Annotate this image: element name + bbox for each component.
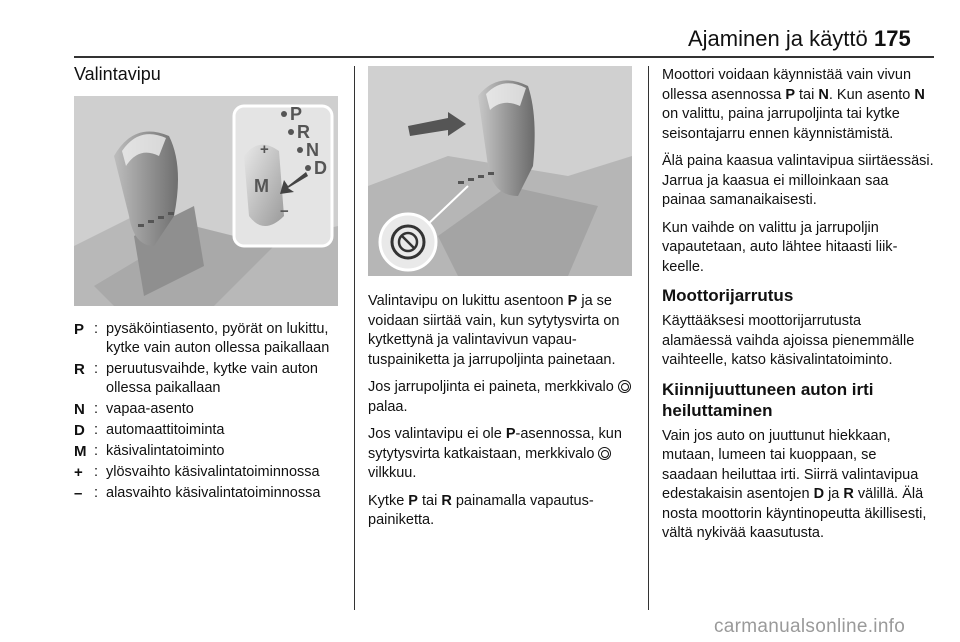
gear-label-d: D (314, 158, 327, 178)
paragraph (368, 425, 636, 484)
text-run: vilkkuu. (368, 465, 417, 481)
gear-label-minus: − (280, 203, 289, 220)
legend-item (74, 484, 344, 503)
column-2-text (368, 292, 636, 539)
text-run: välillä. Älä nosta moottorin käyntinopeutta äkillisesti, vältä nykivää kaasutusta. (662, 486, 927, 541)
text-run-bold: R (441, 492, 452, 509)
heading-rocking-line-2: heiluttaminen (662, 400, 773, 420)
gear-label-p: P (290, 104, 303, 124)
legend-key: P (74, 321, 85, 338)
text-run-bold: P (505, 426, 516, 442)
gear-label-m: M (254, 176, 269, 196)
legend-key: + (74, 464, 83, 481)
text-run: Vain jos auto on juuttunut hiekkaan, mutaan, lumeen tai kuoppaan, se saadaan heiluttaa irti. Siirrä valintavipua edestakaisin asentojen (662, 427, 919, 502)
gear-selector-illustration (74, 96, 338, 306)
legend-item (74, 400, 344, 419)
text-run: Jos valintavipu ei ole (368, 426, 506, 442)
legend-item (74, 463, 344, 482)
legend-key: R (74, 361, 85, 378)
legend-key: N (74, 401, 85, 418)
paragraph: Älä paina kaasua valintavipua siirtäessäsi. Jarrua ja kaasua ei milloinkaan saa painaa samanaikaisesti. (662, 153, 934, 208)
legend-colon: : (94, 361, 99, 377)
column-divider (354, 66, 355, 610)
header-title: Ajaminen ja käyttö (688, 26, 868, 51)
text-run: Jos jarrupoljinta ei paineta, merkkivalo (368, 379, 618, 395)
legend-key: D (74, 422, 85, 439)
text-run: tai (795, 86, 819, 103)
text-run-bold: D (813, 486, 825, 502)
legend-text: ylösvaihto käsivalintatoiminnossa (106, 464, 320, 480)
legend-item (74, 360, 344, 398)
watermark: carmanualsonline.info (714, 616, 906, 637)
legend-text: pysäköintiasento, pyörät on lukittu, kytke vain auton ollessa paikallaan (106, 321, 330, 356)
paragraph: Kun vaihde on valittu ja jarrupoljin vapautetaan, auto lähtee hitaasti liikkeelle. (662, 219, 898, 275)
paragraph: Käyttääksesi moottorijarrutusta alamäessä vaihda ajoissa pienemmälle vaihteelle, katso käsivalintatoiminto. (662, 313, 915, 368)
section-title: Valintavipu (74, 64, 161, 84)
paragraph (662, 66, 934, 144)
text-run-bold: N (818, 86, 829, 103)
text-run-bold: P (785, 86, 795, 103)
gear-legend (74, 320, 344, 505)
gear-selector-figure (74, 96, 338, 306)
text-run: Valintavipu on lukittu asentoon (368, 293, 568, 309)
column-3-text (662, 66, 934, 552)
paragraph (662, 427, 934, 544)
text-run: Moottori voidaan käynnistää vain vivun ollessa asennossa (662, 67, 912, 103)
legend-text: käsivalintatoiminto (106, 443, 225, 459)
brake-lock-illustration (368, 66, 632, 276)
legend-key: – (74, 485, 83, 502)
gear-label-r: R (297, 122, 310, 142)
legend-colon: : (94, 422, 99, 438)
text-run: on valittu, paina jarrupoljinta tai kytke seisontajarru ennen käynnistämistä. (662, 106, 900, 142)
text-run-bold: P (408, 492, 418, 509)
text-run: -asennossa, kun sytytysvirta katkaistaan, merkkivalo (368, 426, 622, 462)
legend-colon: : (94, 485, 99, 501)
heading-engine-braking: Moottorijarrutus (662, 286, 794, 305)
paragraph (368, 292, 636, 370)
text-run-bold: R (843, 486, 854, 502)
text-run: ja se voidaan siirtää vain, kun sytytysvirta on kytkettynä ja valintavivun vapautuspainiketta ja jarrupoljinta painetaan. (368, 293, 620, 368)
gear-label-plus: + (260, 141, 269, 158)
legend-item (74, 421, 344, 440)
paragraph (368, 492, 636, 531)
legend-colon: : (94, 401, 99, 417)
legend-key: M (74, 443, 87, 460)
legend-item (74, 442, 344, 461)
legend-colon: : (94, 321, 99, 337)
legend-colon: : (94, 443, 99, 459)
legend-text: alasvaihto käsivalintatoiminnossa (106, 485, 321, 501)
text-run: . Kun asento (828, 86, 915, 103)
header-rule (74, 56, 934, 58)
legend-text: peruutusvaihde, kytke vain auton ollessa paikallaan (106, 361, 318, 396)
legend-text: automaattitoiminta (106, 422, 225, 438)
page-header (0, 0, 960, 60)
text-run: Kytke (368, 492, 409, 509)
column-divider (648, 66, 649, 610)
legend-item (74, 320, 344, 358)
text-run: painamalla vapautuspainiketta. (368, 492, 594, 528)
brake-lock-figure (368, 66, 632, 276)
gear-label-n: N (306, 140, 319, 160)
brake-warning-icon (618, 380, 631, 393)
text-run: palaa. (368, 398, 408, 415)
legend-colon: : (94, 464, 99, 480)
paragraph (368, 378, 636, 417)
text-run-bold: P (567, 293, 578, 309)
text-run: tai (417, 492, 442, 509)
page-number: 175 (874, 26, 911, 51)
text-run: ja (824, 486, 844, 502)
text-run-bold: N (914, 86, 925, 103)
legend-text: vapaa-asento (106, 401, 194, 417)
heading-rocking-line-1: Kiinnijuuttuneen auton irti (662, 379, 874, 399)
brake-warning-icon (598, 447, 611, 460)
